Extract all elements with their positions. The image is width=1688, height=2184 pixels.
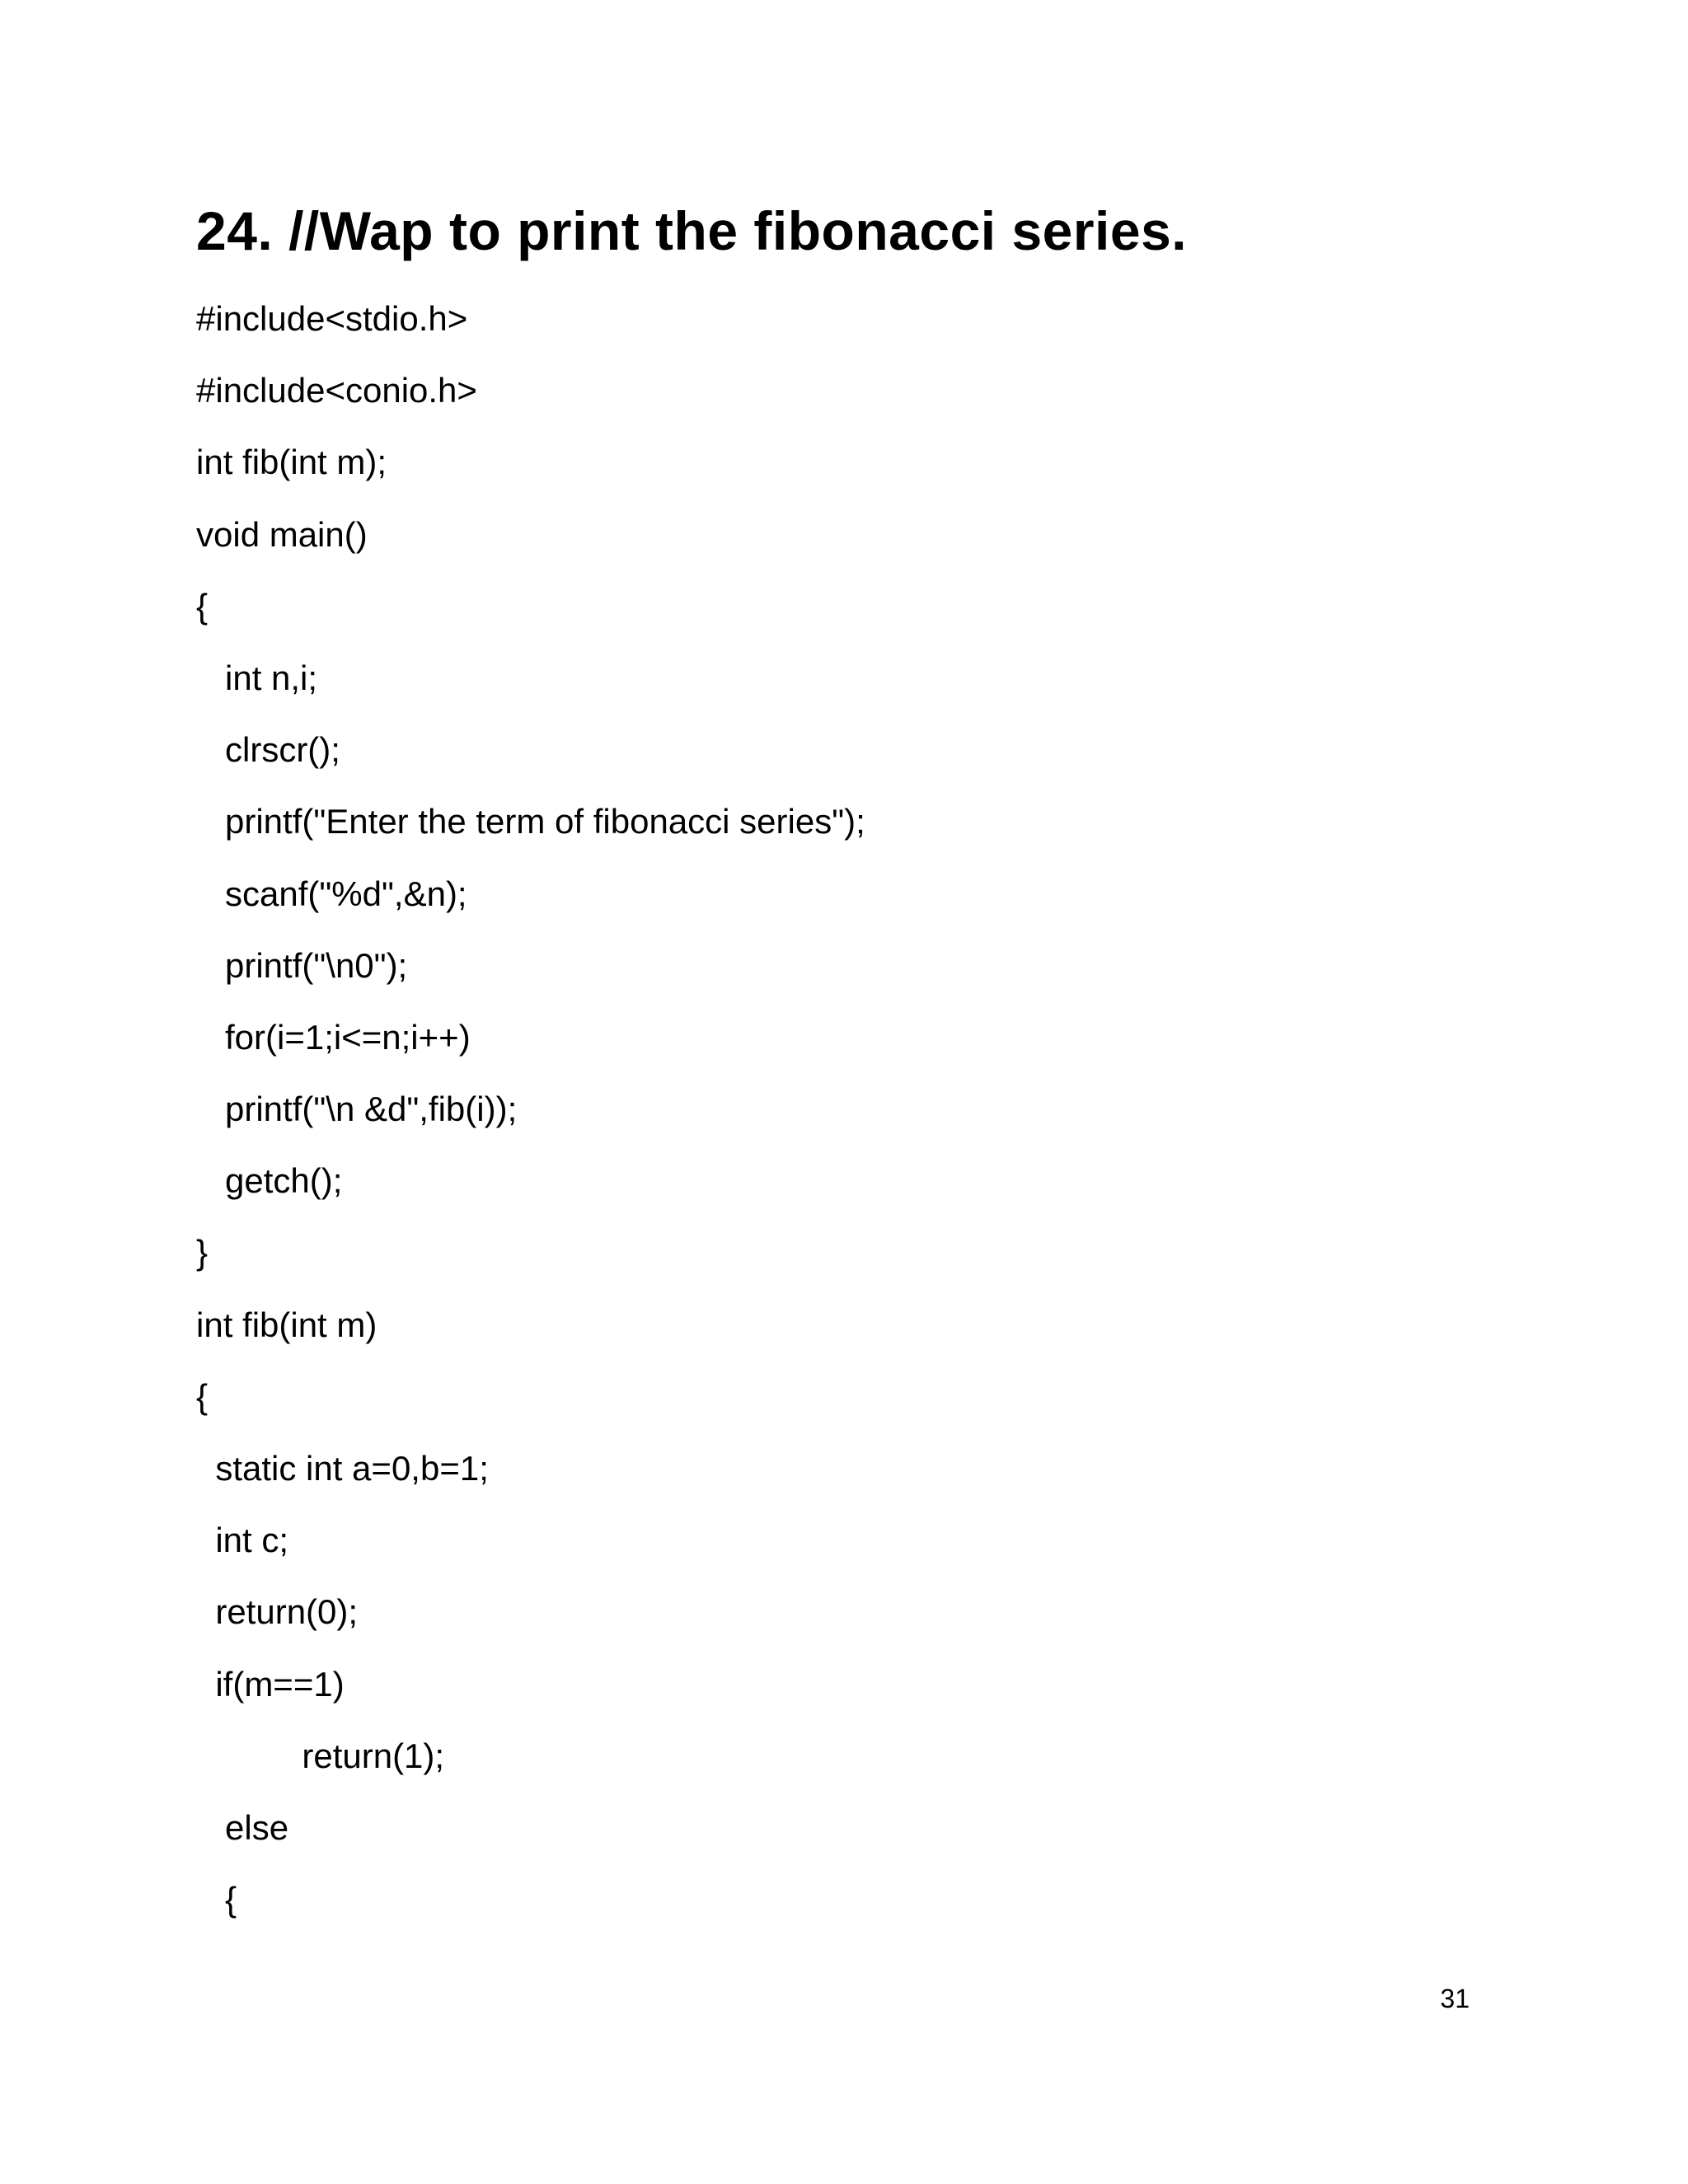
code-line: int c; [196, 1521, 289, 1560]
code-line: return(0); [196, 1592, 359, 1632]
code-line: else [196, 1807, 289, 1847]
code-block [196, 298, 865, 1951]
code-line: #include<conio.h> [196, 371, 477, 410]
page-number: 31 [1440, 1984, 1470, 2013]
code-line: getch(); [196, 1161, 343, 1201]
code-line: printf("\n &d",fib(i)); [196, 1090, 518, 1129]
code-line: return(1); [196, 1736, 445, 1775]
code-line: static int a=0,b=1; [196, 1449, 489, 1488]
code-line: if(m==1) [196, 1664, 345, 1704]
code-line: { [196, 586, 209, 626]
code-line: #include<stdio.h> [196, 299, 468, 338]
code-line: scanf("%d",&n); [196, 874, 467, 913]
code-line: printf("Enter the term of fibonacci series"); [196, 802, 865, 841]
code-line: void main() [196, 514, 368, 554]
code-line: int fib(int m) [196, 1305, 377, 1344]
code-line: printf("\n0"); [196, 945, 408, 985]
code-line: int n,i; [196, 658, 318, 697]
code-line: for(i=1;i<=n;i++) [196, 1017, 471, 1057]
code-line: int fib(int m); [196, 443, 387, 482]
code-line: { [196, 1880, 237, 1919]
code-line: { [196, 1376, 209, 1416]
page-title: 24. //Wap to print the fibonacci series. [196, 200, 1188, 261]
code-line: } [196, 1233, 209, 1272]
code-line: clrscr(); [196, 730, 340, 770]
